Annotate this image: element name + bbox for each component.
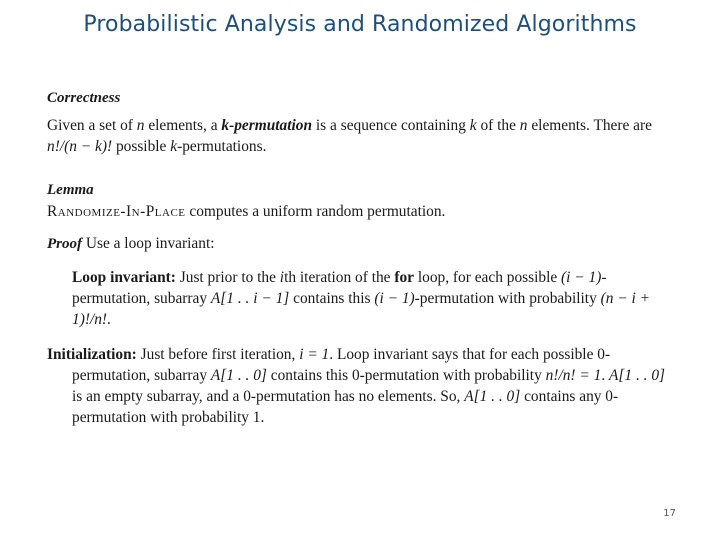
correctness-heading: Correctness — [47, 90, 121, 106]
lemma-statement: Randomize-In-Place computes a uniform random permutation. — [47, 203, 446, 220]
page-number: 17 — [663, 508, 676, 519]
loop-invariant-paragraph: Loop invariant: Just prior to the ith iteration of the for loop, for each possible (i − 1)-permutation, subarray A[1 . . i − 1] contains this (i − 1)-permutation with probability (n − i + 1)!/n!. — [72, 269, 651, 328]
slide-title: Probabilistic Analysis and Randomized Algorithms — [83, 12, 637, 37]
initialization-paragraph: Initialization: Just before first iteration, i = 1. Loop invariant says that for each possible 0-permutation, subarray A[1 . . 0] contains this 0-permutation with probability n!/n! = 1. A[1 . . 0] is an empty subarray, and a 0-permutation has no elements. So, A[1 . . 0] contains any 0-permutation with probability 1. — [47, 346, 666, 426]
proof-line: Proof Use a loop invariant: — [47, 235, 215, 252]
lemma-heading: Lemma — [47, 182, 94, 198]
slide-content — [47, 88, 677, 428]
correctness-paragraph: Given a set of n elements, a k-permutation is a sequence containing k of the n elements. There are n!/(n − k)! possible k-permutations. — [47, 117, 652, 155]
